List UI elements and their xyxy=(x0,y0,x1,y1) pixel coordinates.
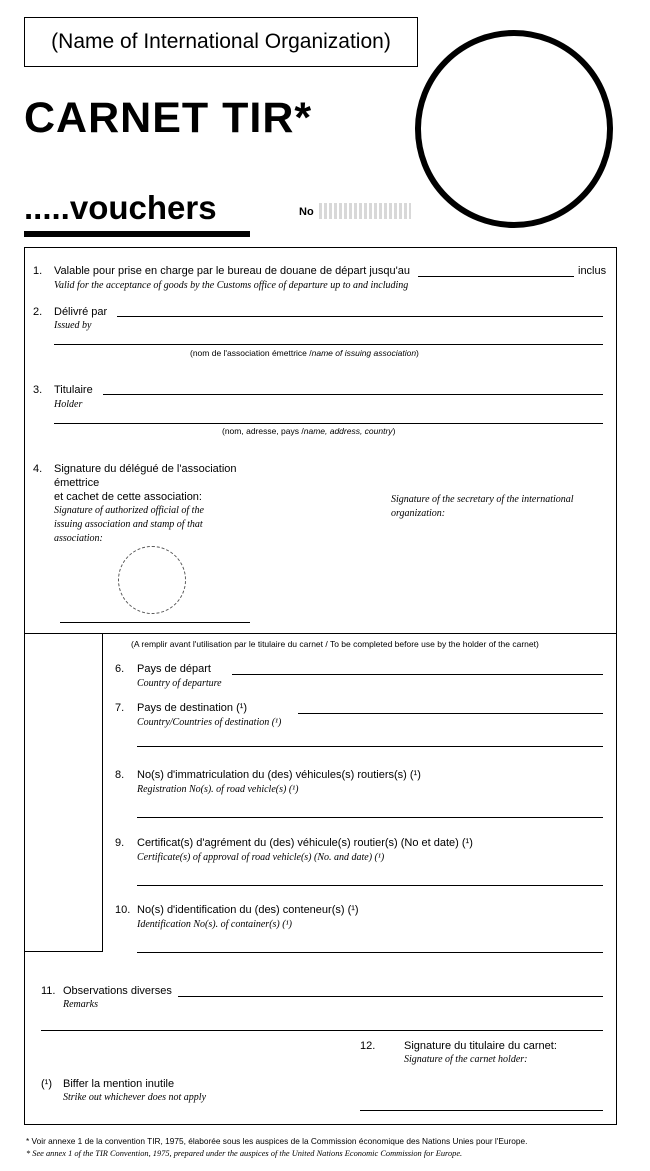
item-5-instruction: (A remplir avant l'utilisation par le titulaire du carnet / To be completed before use by the holder of the carnet) xyxy=(131,639,539,649)
association-stamp-circle xyxy=(118,546,186,614)
number-field xyxy=(319,203,411,219)
document-subtitle: .....vouchers xyxy=(24,189,217,226)
item-6-label-fr: Pays de départ xyxy=(137,663,211,675)
note-mark: (¹) xyxy=(41,1078,52,1090)
item-3-label-en: Holder xyxy=(54,399,83,410)
item-2-label-en: Issued by xyxy=(54,320,92,331)
note-label-fr: Biffer la mention inutile xyxy=(63,1078,175,1090)
item-11-line-2 xyxy=(41,1030,603,1031)
item-9-number: 9. xyxy=(115,837,125,849)
item-10-label-fr: No(s) d'identification du (des) conteneur(s) (¹) xyxy=(137,904,359,916)
item-12-label-en: Signature of the carnet holder: xyxy=(404,1054,528,1065)
item-7-line-1 xyxy=(298,713,603,714)
section-divider xyxy=(24,633,617,634)
item-2-number: 2. xyxy=(33,306,43,318)
stamp-circle xyxy=(415,30,613,228)
item-3-line-2 xyxy=(54,423,603,424)
document-title: CARNET TIR* xyxy=(24,94,313,142)
item-10-line xyxy=(137,952,603,953)
blank-column-bottom-edge xyxy=(24,951,103,952)
item-4-number: 4. xyxy=(33,463,43,475)
item-11-label-fr: Observations diverses xyxy=(63,985,172,997)
item-4-label-fr-1: Signature du délégué de l'association xyxy=(54,463,237,475)
item-2-label-fr: Délivré par xyxy=(54,306,108,318)
item-1-label-fr: Valable pour prise en charge par le bureau de douane de départ jusqu'au xyxy=(54,265,410,277)
item-9-label-fr: Certificat(s) d'agrément du (des) véhicule(s) routier(s) (No et date) (¹) xyxy=(137,837,473,849)
item-2-caption: (nom de l'association émettrice /name of issuing association) xyxy=(190,348,419,358)
item-3-number: 3. xyxy=(33,384,43,396)
item-4-right-label-2: organization: xyxy=(391,508,446,519)
item-10-label-en: Identification No(s). of container(s) (¹) xyxy=(137,919,292,930)
blank-column-right-edge xyxy=(102,633,103,951)
item-12-number: 12. xyxy=(360,1040,376,1052)
note-label-en: Strike out whichever does not apply xyxy=(63,1092,207,1103)
item-12-signature-line xyxy=(360,1110,603,1111)
item-4-signature-line xyxy=(60,622,250,623)
item-1-date-line xyxy=(418,276,574,277)
subtitle-underline xyxy=(24,231,250,237)
item-7-label-fr: Pays de destination (¹) xyxy=(137,702,248,714)
item-8-label-en: Registration No(s). of road vehicle(s) (¹) xyxy=(137,784,299,795)
item-1-suffix: inclus xyxy=(578,265,607,277)
item-3-label-fr: Titulaire xyxy=(54,384,93,396)
footer-note-fr: * Voir annexe 1 de la convention TIR, 1975, élaborée sous les auspices de la Commission économique des Nations Unies pour l'Europe. xyxy=(26,1136,528,1146)
item-3-caption: (nom, adresse, pays /name, address, country) xyxy=(222,426,396,436)
item-4-label-en-2: issuing association and stamp of that xyxy=(54,519,203,530)
item-4-right-label-1: Signature of the secretary of the international xyxy=(391,494,574,505)
item-2-line-2 xyxy=(54,344,603,345)
item-6-number: 6. xyxy=(115,663,125,675)
item-8-line xyxy=(137,817,603,818)
item-3-line-1 xyxy=(103,394,603,395)
item-9-label-en: Certificate(s) of approval of road vehicle(s) (No. and date) (¹) xyxy=(137,852,385,863)
item-6-label-en: Country of departure xyxy=(137,678,222,689)
item-6-line xyxy=(232,674,603,675)
item-12-label-fr: Signature du titulaire du carnet: xyxy=(404,1040,557,1052)
item-1-label-en: Valid for the acceptance of goods by the Customs office of departure up to and including xyxy=(54,280,409,291)
number-label: No xyxy=(299,206,314,218)
item-7-label-en: Country/Countries of destination (¹) xyxy=(137,717,282,728)
item-11-label-en: Remarks xyxy=(63,999,98,1010)
item-11-number: 11. xyxy=(41,985,56,997)
item-4-label-fr-2: émettrice xyxy=(54,477,100,489)
org-name: (Name of International Organization) xyxy=(51,30,391,53)
item-8-number: 8. xyxy=(115,769,125,781)
item-4-label-en-1: Signature of authorized official of the xyxy=(54,505,204,516)
item-4-label-fr-3: et cachet de cette association: xyxy=(54,491,202,503)
item-10-number: 10. xyxy=(115,904,131,916)
item-9-line xyxy=(137,885,603,886)
item-7-number: 7. xyxy=(115,702,125,714)
item-7-line-2 xyxy=(137,746,603,747)
footer-note-en: * See annex 1 of the TIR Convention, 1975, prepared under the auspices of the United Nations Economic Commission for Europe. xyxy=(26,1149,463,1158)
item-8-label-fr: No(s) d'immatriculation du (des) véhicules(s) routiers(s) (¹) xyxy=(137,769,421,781)
item-11-line-1 xyxy=(178,996,603,997)
item-2-line-1 xyxy=(117,316,603,317)
item-1-number: 1. xyxy=(33,265,43,277)
org-name-box xyxy=(24,17,418,67)
item-4-label-en-3: association: xyxy=(54,533,103,544)
